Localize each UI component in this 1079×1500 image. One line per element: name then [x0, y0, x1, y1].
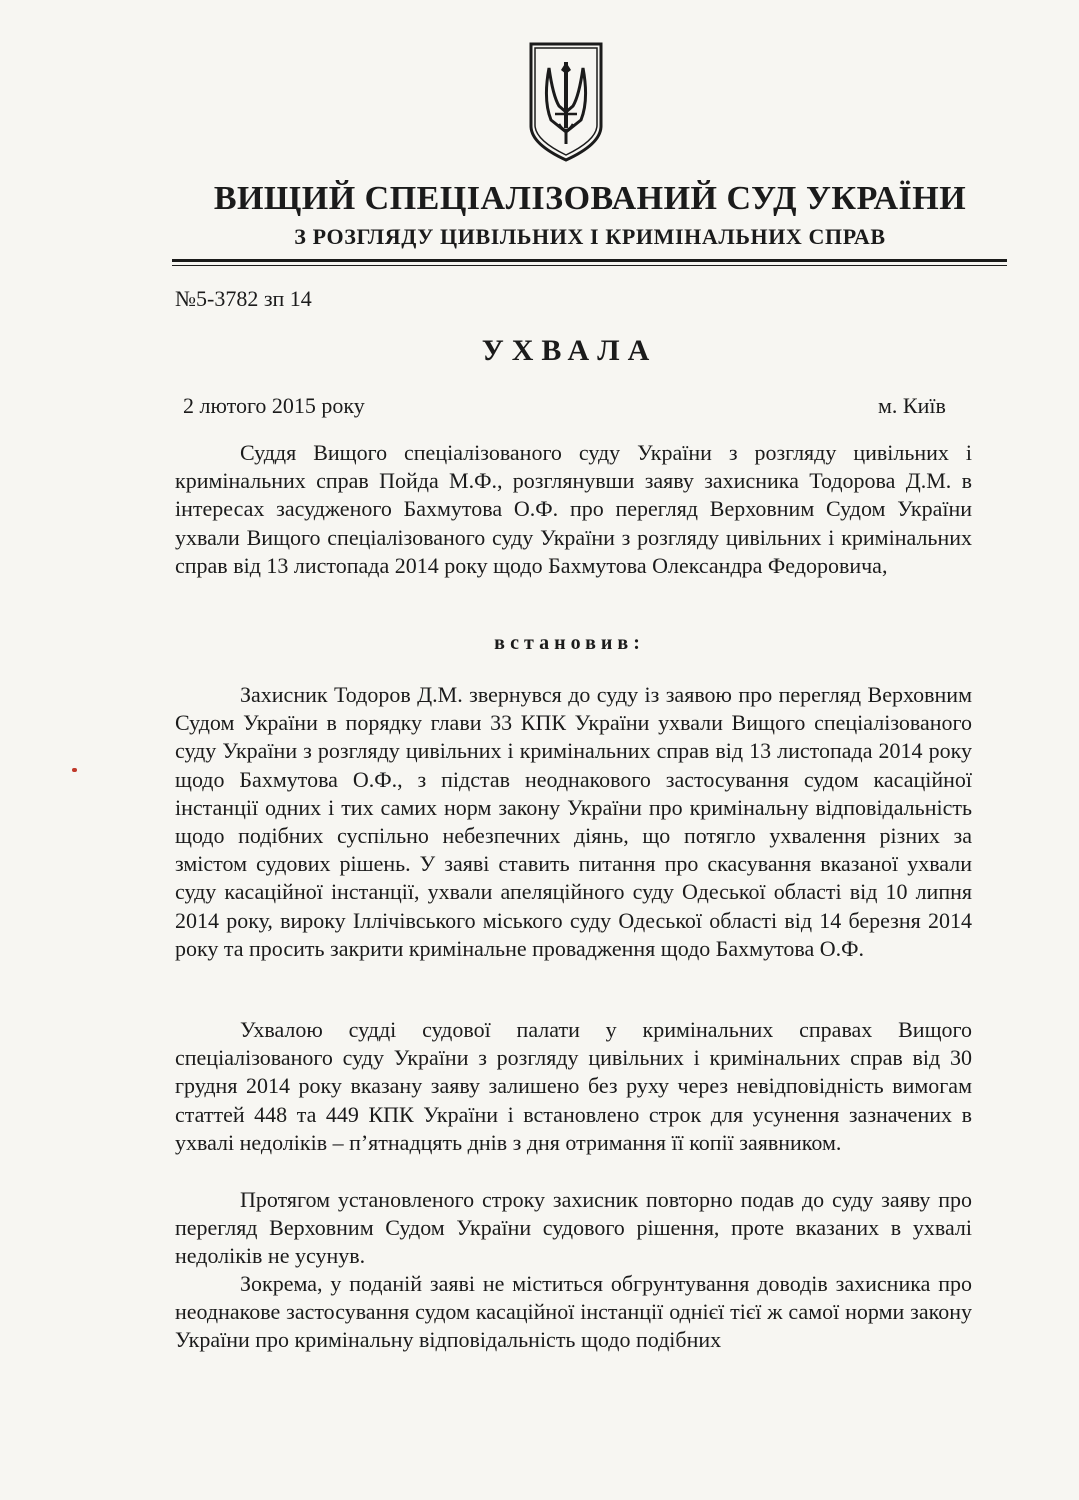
- document-title: УХВАЛА: [481, 334, 658, 367]
- intro-paragraph: Суддя Вищого спеціалізованого суду України з розгляду цивільних і кримінальних справ Пойда М.Ф., розглянувши заяву захисника Тодорова Д.М. в інтересах засудженого Бахмутова О.Ф. про перегляд Верховним Судом України ухвали Вищого спеціалізованого суду України з розгляду цивільних і кримінальних справ від 13 листопада 2014 року щодо Бахмутова Олександра Федоровича,: [175, 440, 972, 578]
- case-number: №5-3782 зп 14: [175, 286, 312, 311]
- header-rule-thick: [172, 259, 1007, 262]
- ink-speck: [72, 768, 77, 772]
- established-heading: встановив:: [494, 632, 645, 654]
- court-name: ВИЩИЙ СПЕЦІАЛІЗОВАНИЙ СУД УКРАЇНИ: [213, 180, 967, 217]
- header-rule-thin: [172, 265, 1007, 266]
- paragraph-4: Зокрема, у поданій заяві не міститься обгрунтування доводів захисника про неоднакове застосування судом касаційної інстанції однієї тієї ж самої норми закону України про кримінальну відповідальність щодо подібних: [175, 1271, 972, 1353]
- coat-of-arms-icon: [527, 40, 605, 164]
- court-subtitle: З РОЗГЛЯДУ ЦИВІЛЬНИХ І КРИМІНАЛЬНИХ СПРАВ: [294, 224, 886, 249]
- document-date: 2 лютого 2015 року: [183, 393, 365, 418]
- paragraph-2: Ухвалою судді судової палати у кримінальних справах Вищого спеціалізованого суду України з розгляду цивільних і кримінальних справ від 30 грудня 2014 року вказану заяву залишено без руху через невідповідність вимогам статтей 448 та 449 КПК України і встановлено строк для усунення зазначених в ухвалі недоліків – п’ятнадцять днів з дня отримання її копії заявником.: [175, 1017, 972, 1155]
- paragraph-1: Захисник Тодоров Д.М. звернувся до суду із заявою про перегляд Верховним Судом України в порядку глави 33 КПК України ухвали Вищого спеціалізованого суду України з розгляду цивільних і кримінальних справ від 13 листопада 2014 року щодо Бахмутова О.Ф., з підстав неоднакового застосування судом касаційної інстанції одних і тих самих норм закону України про кримінальну відповідальність щодо подібних суспільно небезпечних діянь, що потягло ухвалення різних за змістом судових рішень. У заяві ставить питання про скасування вказаної ухвали суду касаційної інстанції, ухвали апеляційного суду Одеської області від 10 липня 2014 року, вироку Іллічівського міського суду Одеської області від 14 березня 2014 року та просить закрити кримінальне провадження щодо Бахмутова О.Ф.: [175, 682, 972, 961]
- paragraph-3: Протягом установленого строку захисник повторно подав до суду заяву про перегляд Верховним Судом України судового рішення, проте вказаних в ухвалі недоліків не усунув.: [175, 1187, 972, 1269]
- document-city: м. Київ: [878, 393, 946, 418]
